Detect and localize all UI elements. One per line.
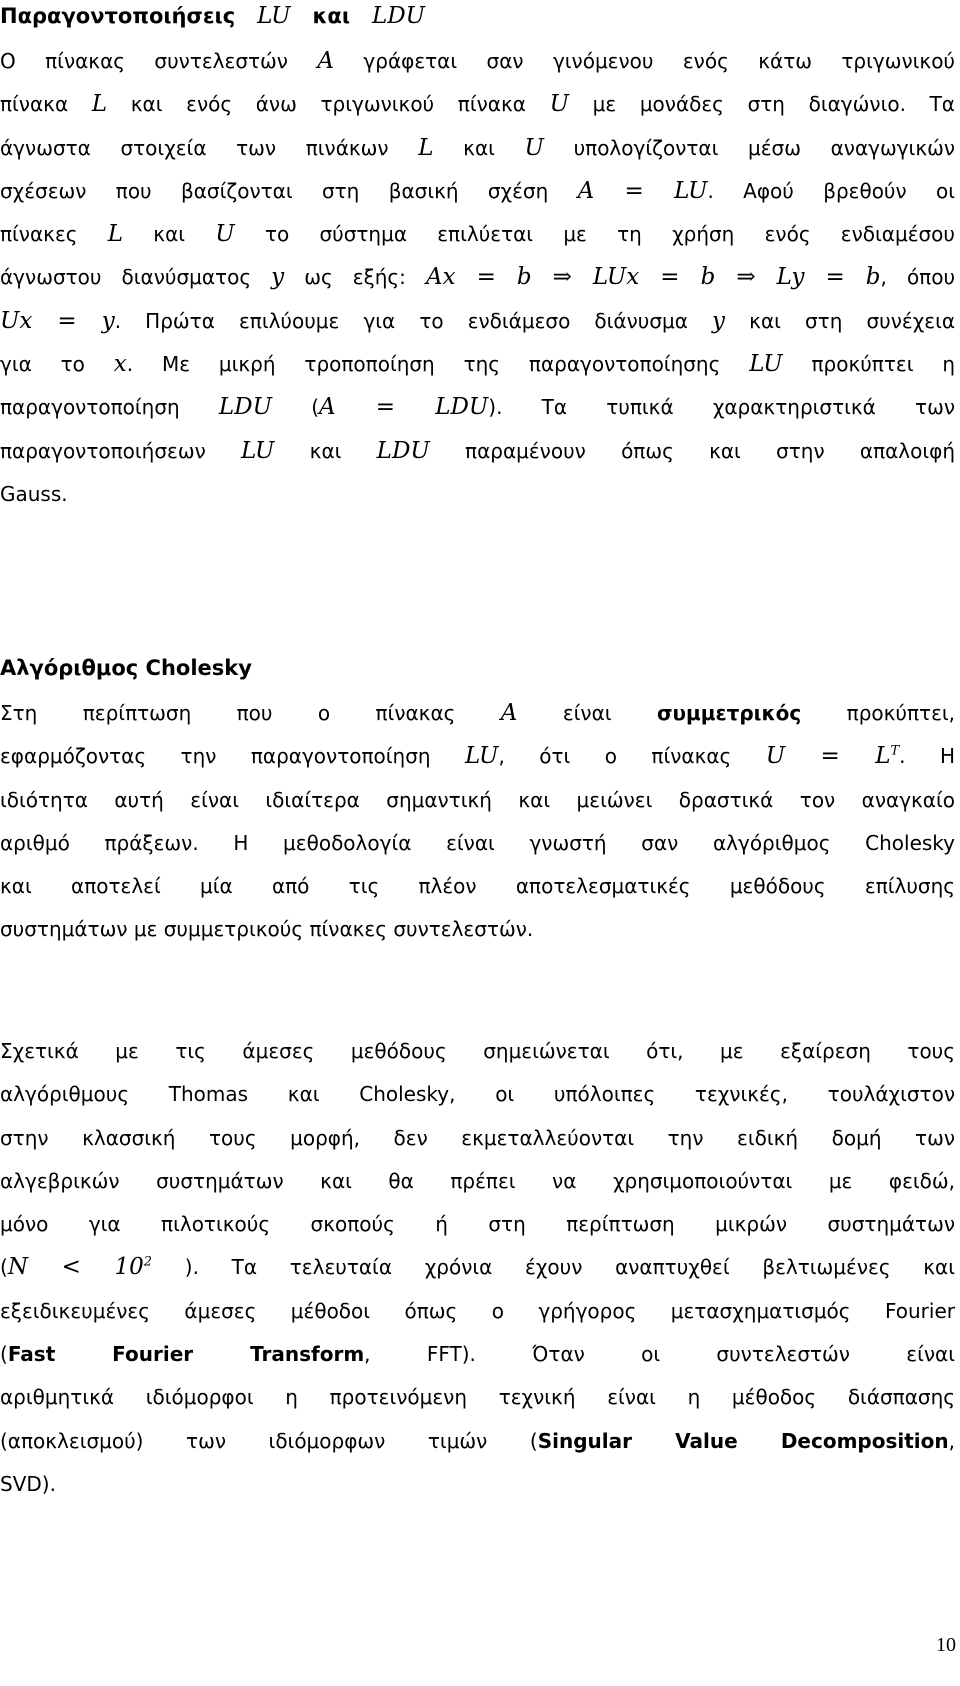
text-line: ιδιότητα αυτή είναι ιδιαίτερα σημαντική και μειώνει δραστικά τον αναγκαίο	[0, 787, 955, 812]
section-title-cholesky: Αλγόριθμος Cholesky	[0, 656, 252, 680]
text-line: Σχετικά με τις άμεσες μεθόδους σημειώνεται ότι, με εξαίρεση τους	[0, 1039, 955, 1063]
text-line: άγνωστα στοιχεία των πινάκων L και U υπολογίζονται μέσω αναγωγικών	[0, 134, 956, 161]
section-title-lu-ldu	[0, 2, 425, 30]
text-line: (Fast Fourier Transform, FFT). Όταν οι συντελεστών είναι	[0, 1342, 955, 1367]
title-math-ldu: LDU	[371, 3, 426, 29]
text-line: για το x. Με μικρή τροποποίηση της παραγοντοποίησης LU προκύπτει η	[0, 351, 955, 378]
title-and: και	[312, 4, 350, 28]
text-line: Ο πίνακας συντελεστών A γράφεται σαν γινόμενου ενός κάτω τριγωνικού	[0, 48, 956, 74]
title-math-lu: LU	[257, 3, 291, 29]
text-line: SVD).	[0, 1471, 56, 1496]
text-line: ($N < 10^2$ ). Τα τελευταία χρόνια έχουν αναπτυχθεί βελτιωμένες και	[0, 1254, 956, 1281]
title-text: Παραγοντοποιήσεις	[0, 4, 236, 28]
text-line: συστημάτων με συμμετρικούς πίνακες συντελεστών.	[0, 917, 534, 942]
text-line: αλγεβρικών συστημάτων και θα πρέπει να χρησιμοποιούνται με φειδώ,	[0, 1168, 955, 1193]
page-number: 10	[936, 1634, 956, 1656]
text-line: και αποτελεί μία από τις πλέον αποτελεσματικές μεθόδους επίλυσης	[0, 874, 955, 899]
text-line: Ux = y. Πρώτα επιλύουμε για το ενδιάμεσο διάνυσμα y και στη συνέχεια	[0, 307, 956, 334]
paragraph-direct-methods	[0, 1030, 955, 1506]
text-line: πίνακες L και U το σύστημα επιλύεται με τη χρήση ενός ενδιαμέσου	[0, 221, 955, 248]
text-line: πίνακα L και ενός άνω τριγωνικού πίνακα U με μονάδες στη διαγώνιο. Τα	[0, 91, 955, 118]
text-line: άγνωστου διανύσματος y ως εξής: Ax = b ⇒ LUx = b ⇒ Ly = b, όπου	[0, 264, 956, 291]
text-line: (αποκλεισμού) των ιδιόμορφων τιμών (Singular Value Decomposition,	[0, 1428, 956, 1453]
text-line: στην κλασσική τους μορφή, δεν εκμεταλλεύονται την ειδική δομή των	[0, 1125, 955, 1150]
text-line: εφαρμόζοντας την παραγοντοποίηση LU, ότι ο πίνακας $U = L^T$. Η	[0, 743, 955, 770]
text-line: αριθμό πράξεων. Η μεθοδολογία είναι γνωστή σαν αλγόριθμος Cholesky	[0, 830, 955, 855]
text-line: Gauss.	[0, 481, 68, 506]
text-line: παραγοντοποίηση LDU (A = LDU). Τα τυπικά χαρακτηριστικά των	[0, 394, 956, 421]
text-line: παραγοντοποιήσεων LU και LDU παραμένουν όπως και στην απαλοιφή	[0, 437, 955, 464]
paragraph-lu	[0, 40, 955, 516]
text-line: αλγόριθμους Thomas και Cholesky, οι υπόλοιπες τεχνικές, τουλάχιστον	[0, 1082, 955, 1107]
paragraph-cholesky	[0, 692, 955, 952]
text-line: μόνο για πιλοτικούς σκοπούς ή στη περίπτωση μικρών συστημάτων	[0, 1212, 955, 1237]
text-line: σχέσεων που βασίζονται στη βασική σχέση A = LU. Αφού βρεθούν οι	[0, 177, 956, 204]
text-line: Στη περίπτωση που ο πίνακας A είναι συμμετρικός προκύπτει,	[0, 700, 956, 726]
text-line: αριθμητικά ιδιόμορφοι η προτεινόμενη τεχνική είναι η μέθοδος διάσπασης	[0, 1385, 955, 1410]
text-line: εξειδικευμένες άμεσες μέθοδοι όπως ο γρήγορος μετασχηματισμός Fourier	[0, 1298, 955, 1323]
